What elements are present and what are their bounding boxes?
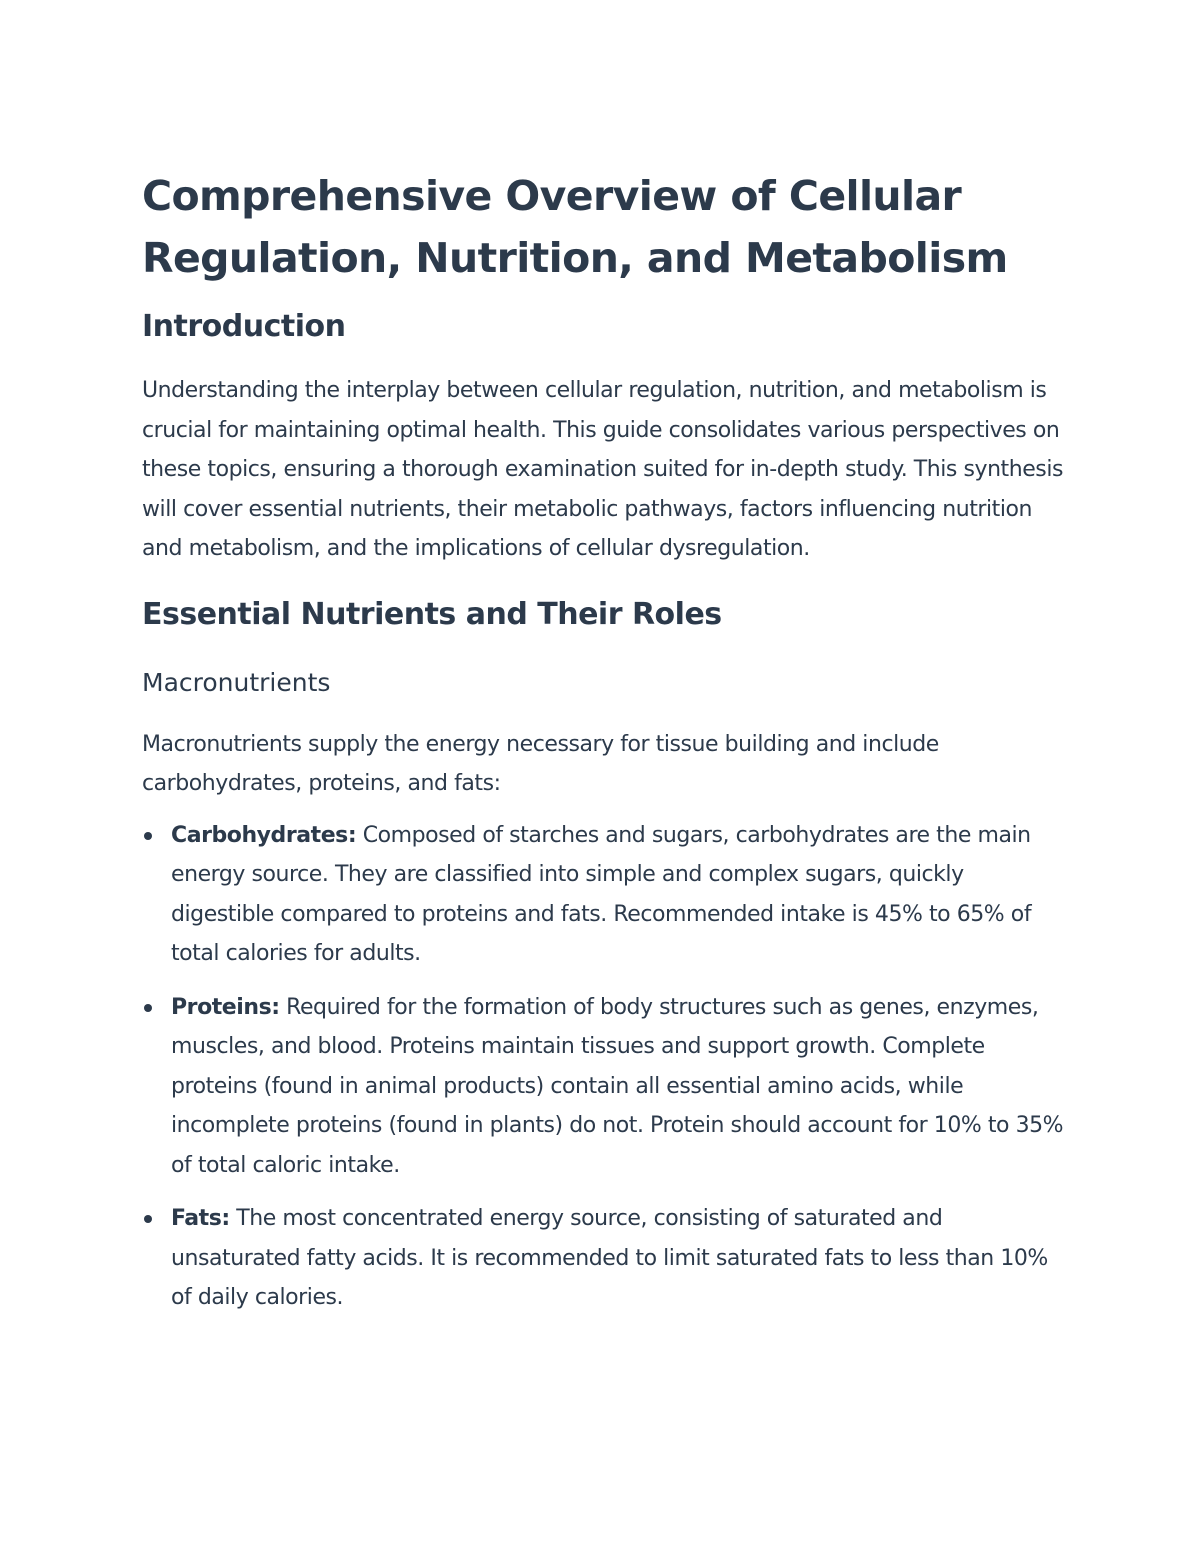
bullet-icon [144, 832, 152, 840]
document-title: Comprehensive Overview of Cellular Regulation, Nutrition, and Metabolism [142, 172, 1008, 282]
list-item-term: Fats: [171, 1206, 230, 1231]
list-item-term: Proteins: [171, 994, 280, 1020]
macronutrients-heading: Macronutrients [142, 667, 331, 697]
introduction-paragraph: Understanding the interplay between cellular regulation, nutrition, and metabolism is crucial for maintaining optimal health. This guide consolidates various perspectives on these topics, ensuring a thorough examination suited for in-depth study. This synthesis will cover essential nutrients, their metabolic pathways, factors influencing nutrition and metabolism, and the implications of cellular dysregulation. [142, 378, 1063, 561]
macronutrients-intro: Macronutrients supply the energy necessary for tissue building and include carbohydrates, proteins, and fats: [142, 731, 939, 796]
document-page [142, 165, 1072, 1332]
list-item-text: Composed of starches and sugars, carbohydrates are the main energy source. They are classified into simple and complex sugars, quickly digestible compared to proteins and fats. Recommended intake is 45% to 65% of total calories for adults. [171, 822, 1032, 966]
introduction-heading: Introduction [142, 309, 346, 344]
list-item-proteins [142, 988, 1072, 1186]
list-item-text: Required for the formation of body structures such as genes, enzymes, muscles, and blood. Proteins maintain tissues and support growth. Complete proteins (found in animal products) contain all essential amino acids, while incomplete proteins (found in plants) do not. Protein should account for 10% to 35% of total caloric intake. [171, 994, 1064, 1178]
list-item-fats [142, 1199, 1072, 1318]
list-item-carbohydrates [142, 816, 1072, 974]
list-item-term: Carbohydrates: [171, 822, 357, 848]
list-item-text: The most concentrated energy source, consisting of saturated and unsaturated fatty acids. It is recommended to limit saturated fats to less than 10% of daily calories. [171, 1206, 1048, 1310]
essential-nutrients-heading: Essential Nutrients and Their Roles [142, 596, 722, 632]
bullet-icon [144, 1215, 152, 1223]
bullet-icon [144, 1004, 152, 1012]
macronutrient-list [142, 816, 1072, 1318]
